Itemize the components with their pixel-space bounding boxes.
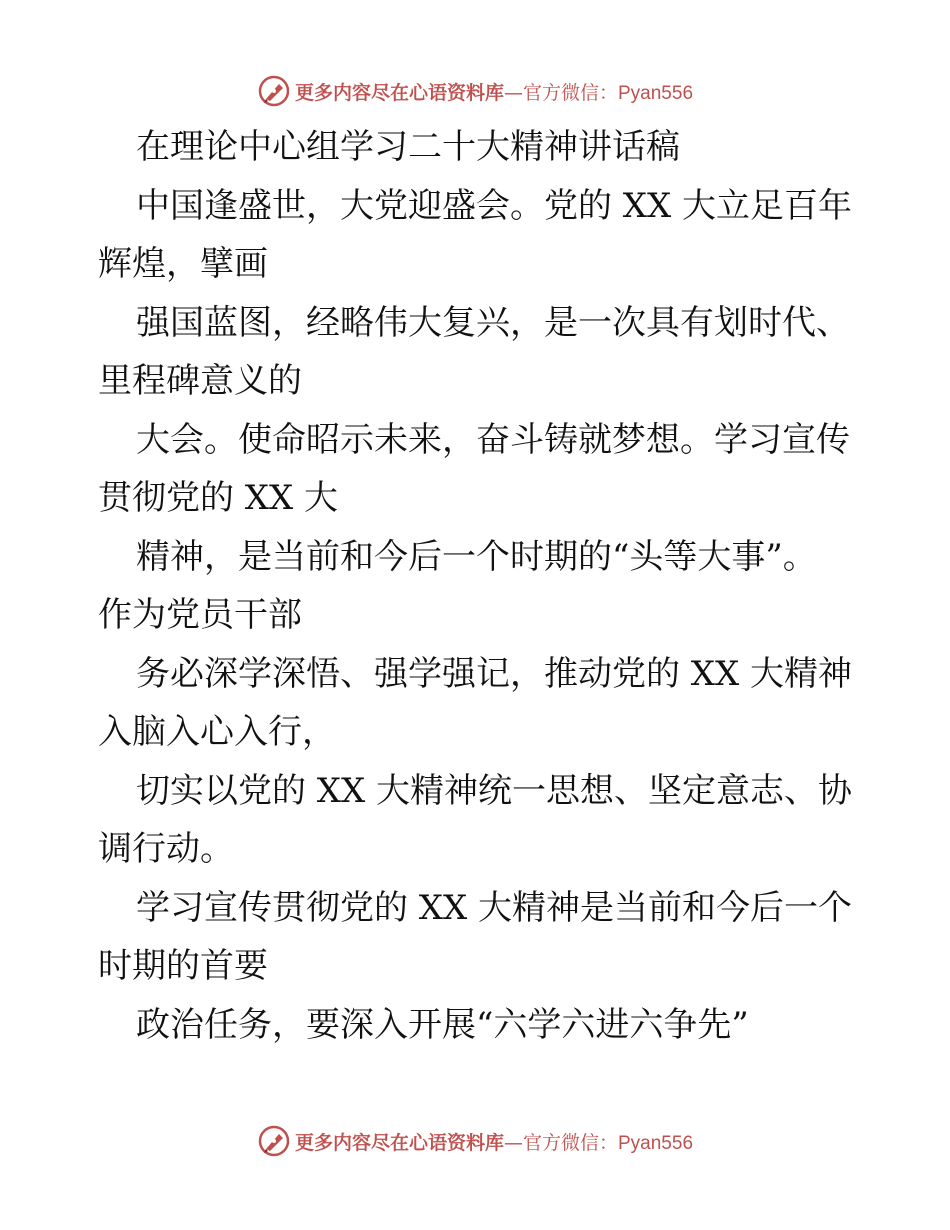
line-text: 里程碑意义的	[98, 361, 302, 401]
line-text: 精神，是当前和今后一个时期的“头等大事”。	[136, 536, 817, 577]
header-banner[interactable]	[295, 78, 693, 105]
document-line	[98, 294, 858, 353]
document-line	[98, 469, 858, 528]
document-line	[98, 352, 858, 411]
line-text: 作为党员干部	[98, 595, 302, 635]
document-line	[98, 411, 858, 470]
banner-main-text: 更多内容尽在心语资料库	[294, 81, 504, 104]
line-text: 在理论中心组学习二十大精神讲话稿	[136, 127, 680, 167]
line-text: 务必深学深悟、强学强记，推动党的 XX 大精神	[136, 653, 853, 694]
line-text: 调行动。	[98, 829, 234, 869]
footer-banner[interactable]	[295, 1128, 693, 1155]
pen-nib-logo-icon	[257, 1124, 291, 1158]
document-body	[98, 118, 858, 1054]
line-text: 学习宣传贯彻党的 XX 大精神是当前和今后一个	[136, 887, 853, 928]
banner-separator: —	[503, 1131, 523, 1154]
banner-main-text: 更多内容尽在心语资料库	[294, 1131, 504, 1154]
document-line	[98, 762, 858, 821]
line-text: 贯彻党的 XX 大	[98, 478, 339, 518]
line-text: 切实以党的 XX 大精神统一思想、坚定意志、协	[136, 770, 853, 811]
document-line	[98, 177, 858, 236]
document-line	[98, 820, 858, 879]
banner-separator: —	[503, 81, 523, 104]
banner-wechat-id: Pyan556	[618, 82, 694, 104]
line-text: 时期的首要	[98, 946, 268, 986]
document-line	[98, 528, 858, 587]
line-text: 入脑入心入行，	[98, 712, 336, 752]
line-text: 大会。使命昭示未来，奋斗铸就梦想。学习宣传	[136, 419, 850, 460]
page-header	[0, 71, 950, 111]
document-line	[98, 996, 858, 1055]
document-line	[98, 879, 858, 938]
line-text: 辉煌，擘画	[98, 244, 268, 284]
line-text: 中国逢盛世，大党迎盛会。党的 XX 大立足百年	[136, 185, 853, 226]
page-footer	[0, 1121, 950, 1161]
banner-wechat-label: 官方微信：	[522, 81, 618, 104]
line-text: 强国蓝图，经略伟大复兴，是一次具有划时代、	[136, 302, 850, 343]
document-line	[98, 235, 858, 294]
document-line	[98, 937, 858, 996]
pen-nib-logo-icon	[257, 74, 291, 108]
banner-wechat-label: 官方微信：	[522, 1131, 618, 1154]
document-line	[98, 645, 858, 704]
document-title	[98, 118, 858, 177]
banner-wechat-id: Pyan556	[618, 1132, 694, 1154]
line-text: 政治任务，要深入开展“六学六进六争先”	[136, 1004, 749, 1045]
document-line	[98, 586, 858, 645]
document-line	[98, 703, 858, 762]
